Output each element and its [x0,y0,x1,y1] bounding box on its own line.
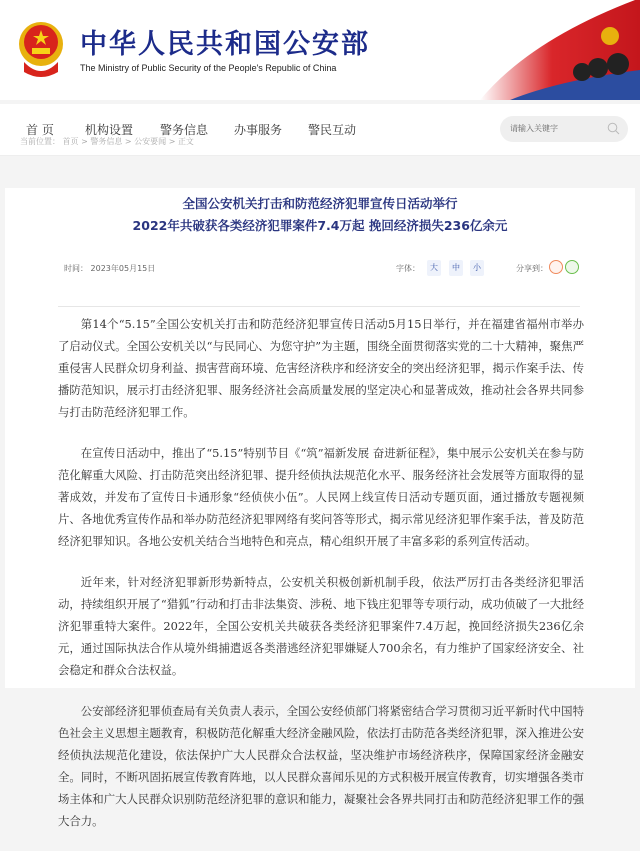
site-title: 中华人民共和国公安部 [80,29,370,60]
nav-interaction[interactable]: 警民互动 [308,123,357,137]
article-title-line2: 2022年共破获各类经济犯罪案件7.4万起 挽回经济损失236亿余元 [132,218,508,233]
wechat-icon[interactable] [565,260,579,274]
breadcrumb-separator: > [124,137,132,146]
font-small-button[interactable]: 小 [470,260,484,276]
nav-services[interactable]: 办事服务 [234,123,283,137]
paragraph: 在宣传日活动中，推出了“5.15”特别节目《“筑”福新发展 奋进新征程》，集中展示公安机关在参与防范化解重大风险、打击防范突出经济犯罪、提升经侦执法规范化水平、服务经济社会发展等方面取得的显著成效，并发布了宣传日卡通形象“经侦侠小伍”。人民网上线宣传日活动专题页面，通过播放专题视频片、各地优秀宣传作品和举办防范经济犯罪网络有奖问答等形式，揭示常见经济犯罪作案手法，普及防范经济犯罪知识。各地公安机关结合当地特色和亮点，精心组织开展了丰富多彩的系列宣传活动。 [58,446,584,548]
main-nav [0,104,640,156]
paragraph: 第14个“5.15”全国公安机关打击和防范经济犯罪宣传日活动5月15日举行，并在福建省福州市举办了启动仪式。全国公安机关以“与民同心、为您守护”为主题，围绕全面贯彻落实党的二十大精神，聚焦严重侵害人民群众切身利益、损害营商环境、危害经济秩序和经济安全的突出经济犯罪，揭示作案手法、传播防范知识，展示打击经济犯罪、服务经济社会高质量发展的坚定决心和显著成效，推动社会各界共同参与打击防范经济犯罪工作。 [58,317,584,419]
breadcrumb-police-info[interactable]: 警务信息 [90,137,123,146]
article-body [58,313,584,851]
font-size-label: 字体： [396,264,420,273]
breadcrumb-label: 当前位置： [20,137,60,146]
site-subtitle: The Ministry of Public Security of the People's Republic of China [80,63,337,73]
nav-police-info[interactable]: 警务信息 [160,123,209,137]
national-emblem-icon [18,18,64,80]
breadcrumb-home[interactable]: 首页 [62,137,79,146]
breadcrumb-current: 正文 [177,137,194,146]
site-header [0,0,640,100]
paragraph: 公安部经济犯罪侦查局有关负责人表示，全国公安经侦部门将紧密结合学习贯彻习近平新时代中国特色社会主义思想主题教育，积极防范化解重大经济金融风险，依法打击防范各类经济犯罪，深入推进公安经侦执法规范化建设，依法保护广大人民群众合法权益，坚决维护市场经济秩序，保障国家经济金融安全。同时，不断巩固拓展宣传教育阵地，以人民群众喜闻乐见的方式积极开展宣传教育，切实增强各类市场主体和广大人民群众识别防范经济犯罪的意识和能力，凝聚社会各界共同打击和防范经济犯罪工作的强大合力。 [58,704,584,828]
paragraph: 近年来，针对经济犯罪新形势新特点，公安机关积极创新机制手段，依法严厉打击各类经济犯罪活动，持续组织开展了“猎狐”行动和打击非法集资、涉税、地下钱庄犯罪等专项行动，成功侦破了一大批经济犯罪重特大案件。2022年，全国公安机关共破获各类经济犯罪案件7.4万起，挽回经济损失236亿余元，通过国际执法合作从境外缉捕遣返各类潜逃经济犯罪嫌疑人700余名，有力维护了国家经济安全、社会稳定和群众合法权益。 [58,575,584,677]
police-banner-image [470,0,640,100]
search-input[interactable] [500,116,628,142]
publish-time: 时间： 2023年05月15日 [64,264,156,273]
share-label: 分享到： [516,264,548,273]
font-medium-button[interactable]: 中 [449,260,463,276]
font-large-button[interactable]: 大 [427,260,441,276]
nav-organization[interactable]: 机构设置 [85,123,134,137]
divider [58,306,580,307]
weibo-icon[interactable] [549,260,563,274]
breadcrumb [20,136,194,147]
article-title-line1: 全国公安机关打击和防范经济犯罪宣传日活动举行 [182,196,458,211]
breadcrumb-separator: > [168,137,176,146]
nav-home[interactable]: 首 页 [26,123,54,137]
search-icon[interactable] [607,122,620,135]
search-placeholder: 请输入关键字 [510,124,558,133]
breadcrumb-news[interactable]: 公安要闻 [134,137,167,146]
breadcrumb-separator: > [81,137,88,146]
